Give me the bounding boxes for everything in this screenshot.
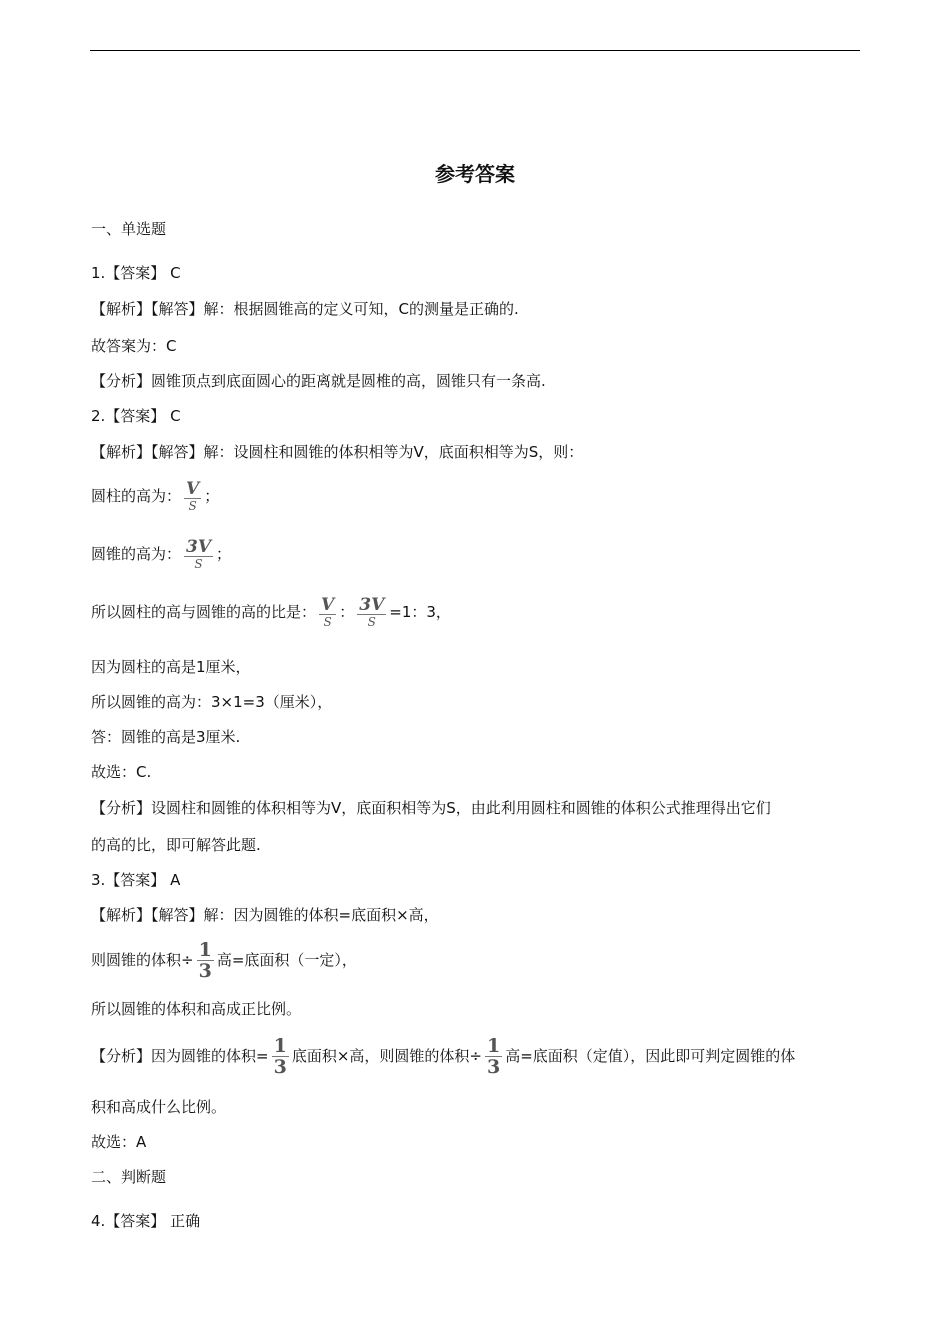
q2-line-d: 故选：C. bbox=[91, 763, 152, 781]
q3-line-a-prefix: 则圆锥的体积÷ bbox=[91, 951, 194, 969]
fraction-v-over-s bbox=[319, 597, 336, 628]
fraction-numerator: 3V bbox=[359, 595, 385, 615]
fraction-numerator: V bbox=[186, 479, 200, 499]
fraction-one-third bbox=[272, 1034, 289, 1078]
q3-conclusion: 故选：A bbox=[91, 1133, 147, 1151]
q3-note-suffix: 高=底面积（定值），因此即可判定圆锥的体 bbox=[505, 1047, 796, 1065]
fraction-denominator: S bbox=[188, 499, 197, 513]
q3-line-a-suffix: 高=底面积（一定）， bbox=[216, 951, 357, 969]
q2-note-line-2: 的高的比，即可解答此题. bbox=[91, 836, 261, 854]
fraction-one-third bbox=[197, 938, 214, 982]
section-heading-single-choice: 一、单选题 bbox=[91, 220, 167, 238]
q2-ratio-line bbox=[91, 592, 451, 632]
q3-answer: 3.【答案】 A bbox=[91, 871, 181, 889]
ratio-result: =1：3， bbox=[389, 603, 451, 621]
q4-answer: 4.【答案】 正确 bbox=[91, 1212, 201, 1230]
fraction-numerator: 3V bbox=[186, 537, 212, 557]
fraction-v-over-s bbox=[184, 481, 201, 512]
q3-note-prefix: 【分析】因为圆锥的体积= bbox=[91, 1047, 269, 1065]
q3-line-b: 所以圆锥的体积和高成正比例。 bbox=[91, 1000, 302, 1018]
q2-analysis: 【解析】【解答】解：设圆柱和圆锥的体积相等为V，底面积相等为S，则： bbox=[91, 443, 584, 461]
fraction-numerator: 1 bbox=[273, 1034, 287, 1057]
q1-answer: 1.【答案】 C bbox=[91, 264, 181, 282]
cylinder-height-label: 圆柱的高为： bbox=[91, 487, 182, 505]
semicolon: ； bbox=[204, 487, 220, 505]
q1-note: 【分析】圆锥顶点到底面圆心的距离就是圆椎的高，圆锥只有一条高. bbox=[91, 372, 546, 390]
q3-note-line-1 bbox=[91, 1028, 795, 1084]
fraction-denominator: 3 bbox=[198, 959, 212, 982]
ratio-label: 所以圆柱的高与圆锥的高的比是： bbox=[91, 603, 317, 621]
fraction-one-third bbox=[485, 1034, 502, 1078]
q2-note-line-1: 【分析】设圆柱和圆锥的体积相等为V，底面积相等为S，由此利用圆柱和圆锥的体积公式推理得出它们 bbox=[91, 799, 771, 817]
semicolon: ； bbox=[216, 545, 232, 563]
header-rule bbox=[90, 50, 860, 51]
q2-answer: 2.【答案】 C bbox=[91, 407, 181, 425]
fraction-3v-over-s bbox=[184, 539, 213, 570]
q2-cylinder-height-line bbox=[91, 476, 219, 516]
ratio-colon: ： bbox=[339, 603, 355, 621]
q1-analysis: 【解析】【解答】解：根据圆锥高的定义可知，C的测量是正确的. bbox=[91, 300, 519, 318]
fraction-denominator: S bbox=[367, 615, 376, 629]
page-title: 参考答案 bbox=[435, 162, 515, 186]
section-heading-true-false: 二、判断题 bbox=[91, 1168, 167, 1186]
q1-conclusion: 故答案为：C bbox=[91, 337, 177, 355]
q3-line-a bbox=[91, 932, 357, 988]
fraction-numerator: 1 bbox=[198, 938, 212, 961]
fraction-numerator: 1 bbox=[486, 1034, 501, 1057]
q3-analysis: 【解析】【解答】解：因为圆锥的体积=底面积×高， bbox=[91, 906, 439, 924]
fraction-denominator: 3 bbox=[273, 1055, 287, 1078]
fraction-denominator: 3 bbox=[486, 1055, 501, 1078]
q2-line-c: 答：圆锥的高是3厘米. bbox=[91, 728, 241, 746]
q3-note-line-2: 积和高成什么比例。 bbox=[91, 1098, 227, 1116]
q2-line-a: 因为圆柱的高是1厘米， bbox=[91, 658, 251, 676]
fraction-denominator: S bbox=[323, 615, 332, 629]
q3-note-middle: 底面积×高，则圆锥的体积÷ bbox=[291, 1047, 482, 1065]
q2-cone-height-line bbox=[91, 534, 231, 574]
fraction-denominator: S bbox=[194, 557, 203, 571]
cone-height-label: 圆锥的高为： bbox=[91, 545, 182, 563]
fraction-numerator: V bbox=[321, 595, 335, 615]
fraction-3v-over-s bbox=[357, 597, 386, 628]
q2-line-b: 所以圆锥的高为：3×1=3（厘米）， bbox=[91, 693, 333, 711]
